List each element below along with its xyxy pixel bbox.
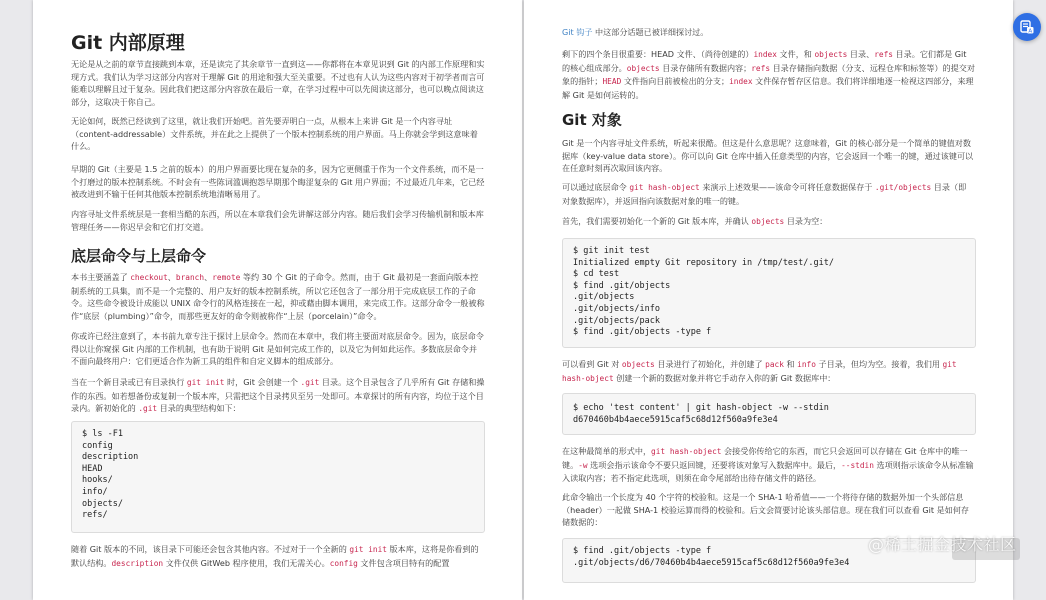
code-block-ls: $ ls -F1 config description HEAD hooks/ info/ objects/ refs/	[71, 421, 485, 533]
paragraph-hash-object: 可以通过底层命令 git hash-object 来演示上述效果——该命令可将任意数据保存于 .git/objects 目录（即 对象数据库），并返回指向该数据对象的唯一的键。	[562, 182, 967, 206]
code-block-git-init: $ git init test Initialized empty Git repository in /tmp/test/.git/ $ cd test $ find .git/objects .git/objects .git/objects/info .git/objects/pack $ find .git/objects -type f	[562, 238, 976, 348]
paragraph-sha1: 此命令输出一个长度为 40 个字符的校验和。这是一个 SHA-1 哈希值——一个将待存储的数据外加一个头部信息（header）一起做 SHA-1 校验运算而得的校验和。后文会简要讨论该头部信息。现在我们可以查看 Git 是如何存储数据的：	[562, 492, 969, 528]
paragraph-filesystem-layer: 内容寻址文件系统层是一套相当酷的东西，所以在本章我们会先讲解这部分内容。随后我们会学习传输机制和版本库管理任务——你迟早会和它们打交道。	[71, 209, 484, 232]
paragraph-objects-initialized: 可以看到 Git 对 objects 目录进行了初始化，并创建了 pack 和 info 子目录，但均为空。接着，我们用 git hash-object 创建一个新的数据对象并将它手动存入你的新 Git 数据库中：	[562, 359, 957, 383]
paragraph-plumbing-focus: 你或许已经注意到了，本书前九章专注于探讨上层命令。然而在本章中，我们将主要面对底层命令。因为，底层命令得以让你窥探 Git 内部的工作机制，也有助于说明 Git 是如何完成工作的，以及它为何如此运作。多数底层命令并不面向最终用户：它们更适合作为新工具的组件和自定义脚本的组成部分。	[71, 331, 484, 367]
translate-fab-button[interactable]	[1013, 13, 1041, 41]
paragraph-intro: 无论是从之前的章节直接跳到本章，还是读完了其余章节一直到这——你都将在本章见识到 Git 的内部工作原理和实现方式。我们认为学习这部分内容对于理解 Git 的用途和强大至关重要。不过也有人认为这些内容对于初学者而言可能难以理解且过于复杂。因此我们把这部分内容放在最后一章，在学习过程中可以先阅读这部分，也可以晚点阅读这部分，这取决于你自己。	[71, 59, 485, 107]
code-block-find-objects: $ find .git/objects -type f .git/objects/d6/70460b4b4aece5915caf5c68d12f560a9fe3e4	[562, 538, 976, 583]
code-block-hash-object: $ echo 'test content' | git hash-object -w --stdin d670460b4b4aece5915caf5c68d12f560a9fe3e4	[562, 393, 976, 435]
paragraph-simplest-form: 在这种最简单的形式中，git hash-object 会接受你传给它的东西，而它只会返回可以存储在 Git 仓库中的唯一键。-w 选项会指示该命令不要只返回键，还要将该对象写入数据库中。最后，--stdin 选项则指示该命令从标准输入读取内容；若不指定此选项，则须在命令尾部给出待存储文件的路径。	[562, 446, 974, 484]
paragraph-early-git: 早期的 Git（主要是 1.5 之前的版本）的用户界面要比现在复杂的多，因为它更侧重于作为一个文件系统，而不是一个打磨过的版本控制系统。不时会有一些陈词滥调抱怨早期那个晦涩复杂的 Git 用户界面；不过最近几年来，它已经被改进到不输于任何其他版本控制系统地清晰易用了。	[71, 164, 485, 200]
right-page	[524, 0, 1013, 600]
section-heading-git-objects: Git 对象	[562, 111, 622, 129]
page-title: Git 内部原理	[71, 32, 185, 54]
paragraph-hooks-ref: Git 钩子 中这部分话题已被详细探讨过。	[562, 27, 709, 37]
section-heading-plumbing: 底层命令与上层命令	[71, 247, 207, 265]
paragraph-content-addressable: 无论如何，既然已经读到了这里，就让我们开始吧。首先要弄明白一点，从根本上来讲 Git 是一个内容寻址（content-addressable）文件系统，并在此之上提供了一个版本控制系统的用户界面。马上你就会学到这意味着什么。	[71, 116, 478, 152]
svg-text:A: A	[1028, 28, 1033, 35]
paragraph-default-structure: 随着 Git 版本的不同，该目录下可能还会包含其他内容。不过对于一个全新的 git init 版本库，这将是你看到的默认结构。description 文件仅供 GitWeb 程序使用，我们无需关心。config 文件包含项目特有的配置	[71, 544, 479, 568]
watermark-text: @稀土掘金技术社区	[868, 535, 1017, 554]
git-hooks-link[interactable]: Git 钩子	[562, 27, 593, 37]
paragraph-key-value: Git 是一个内容寻址文件系统，听起来很酷。但这是什么意思呢？这意味着，Git 的核心部分是一个简单的键值对数据库（key-value data store）。你可以向 Git 仓库中插入任意类型的内容，它会返回一个唯一的键，通过该键可以在任意时刻再次取回该内容。	[562, 138, 974, 174]
paragraph-four-entries: 剩下的四个条目很重要：HEAD 文件、（尚待创建的）index 文件，和 objects 目录、refs 目录。它们都是 Git 的核心组成部分。objects 目录存储所有数据内容；refs 目录存储指向数据（分支、远程仓库和标签等）的提交对象的指针；HEAD 文件指向目前被检出的分支；index 文件保存暂存区信息。我们将详细地逐一检视这四部分，来理解 Git 是如何运转的。	[562, 49, 975, 100]
paragraph-git-init: 当在一个新目录或已有目录执行 git init 时，Git 会创建一个 .git 目录。这个目录包含了几乎所有 Git 存储和操作的东西。如若想备份或复制一个版本库，只需把这个目录拷贝至另一处即可。本章探讨的所有内容，均位于这个目录内。新初始化的 .git 目录的典型结构如下：	[71, 377, 485, 414]
left-page	[33, 0, 522, 600]
doc-translate-icon	[1019, 19, 1035, 35]
paragraph-subcommands: 本书主要涵盖了 checkout、branch、remote 等约 30 个 Git 的子命令。然而，由于 Git 最初是一套面向版本控制系统的工具集，而不是一个完整的、用户友好的版本控制系统，所以它还包含了一部分用于完成底层工作的子命令。这些命令被设计成能以 UNIX 命令行的风格连接在一起，抑或藉由脚本调用，来完成工作。这部分命令一般被称作“底层（plumbing）”命令，而那些更友好的命令则被称作“上层（porcelain）”命令。	[71, 272, 485, 321]
paragraph-init-repo: 首先，我们需要初始化一个新的 Git 版本库，并确认 objects 目录为空：	[562, 216, 828, 226]
